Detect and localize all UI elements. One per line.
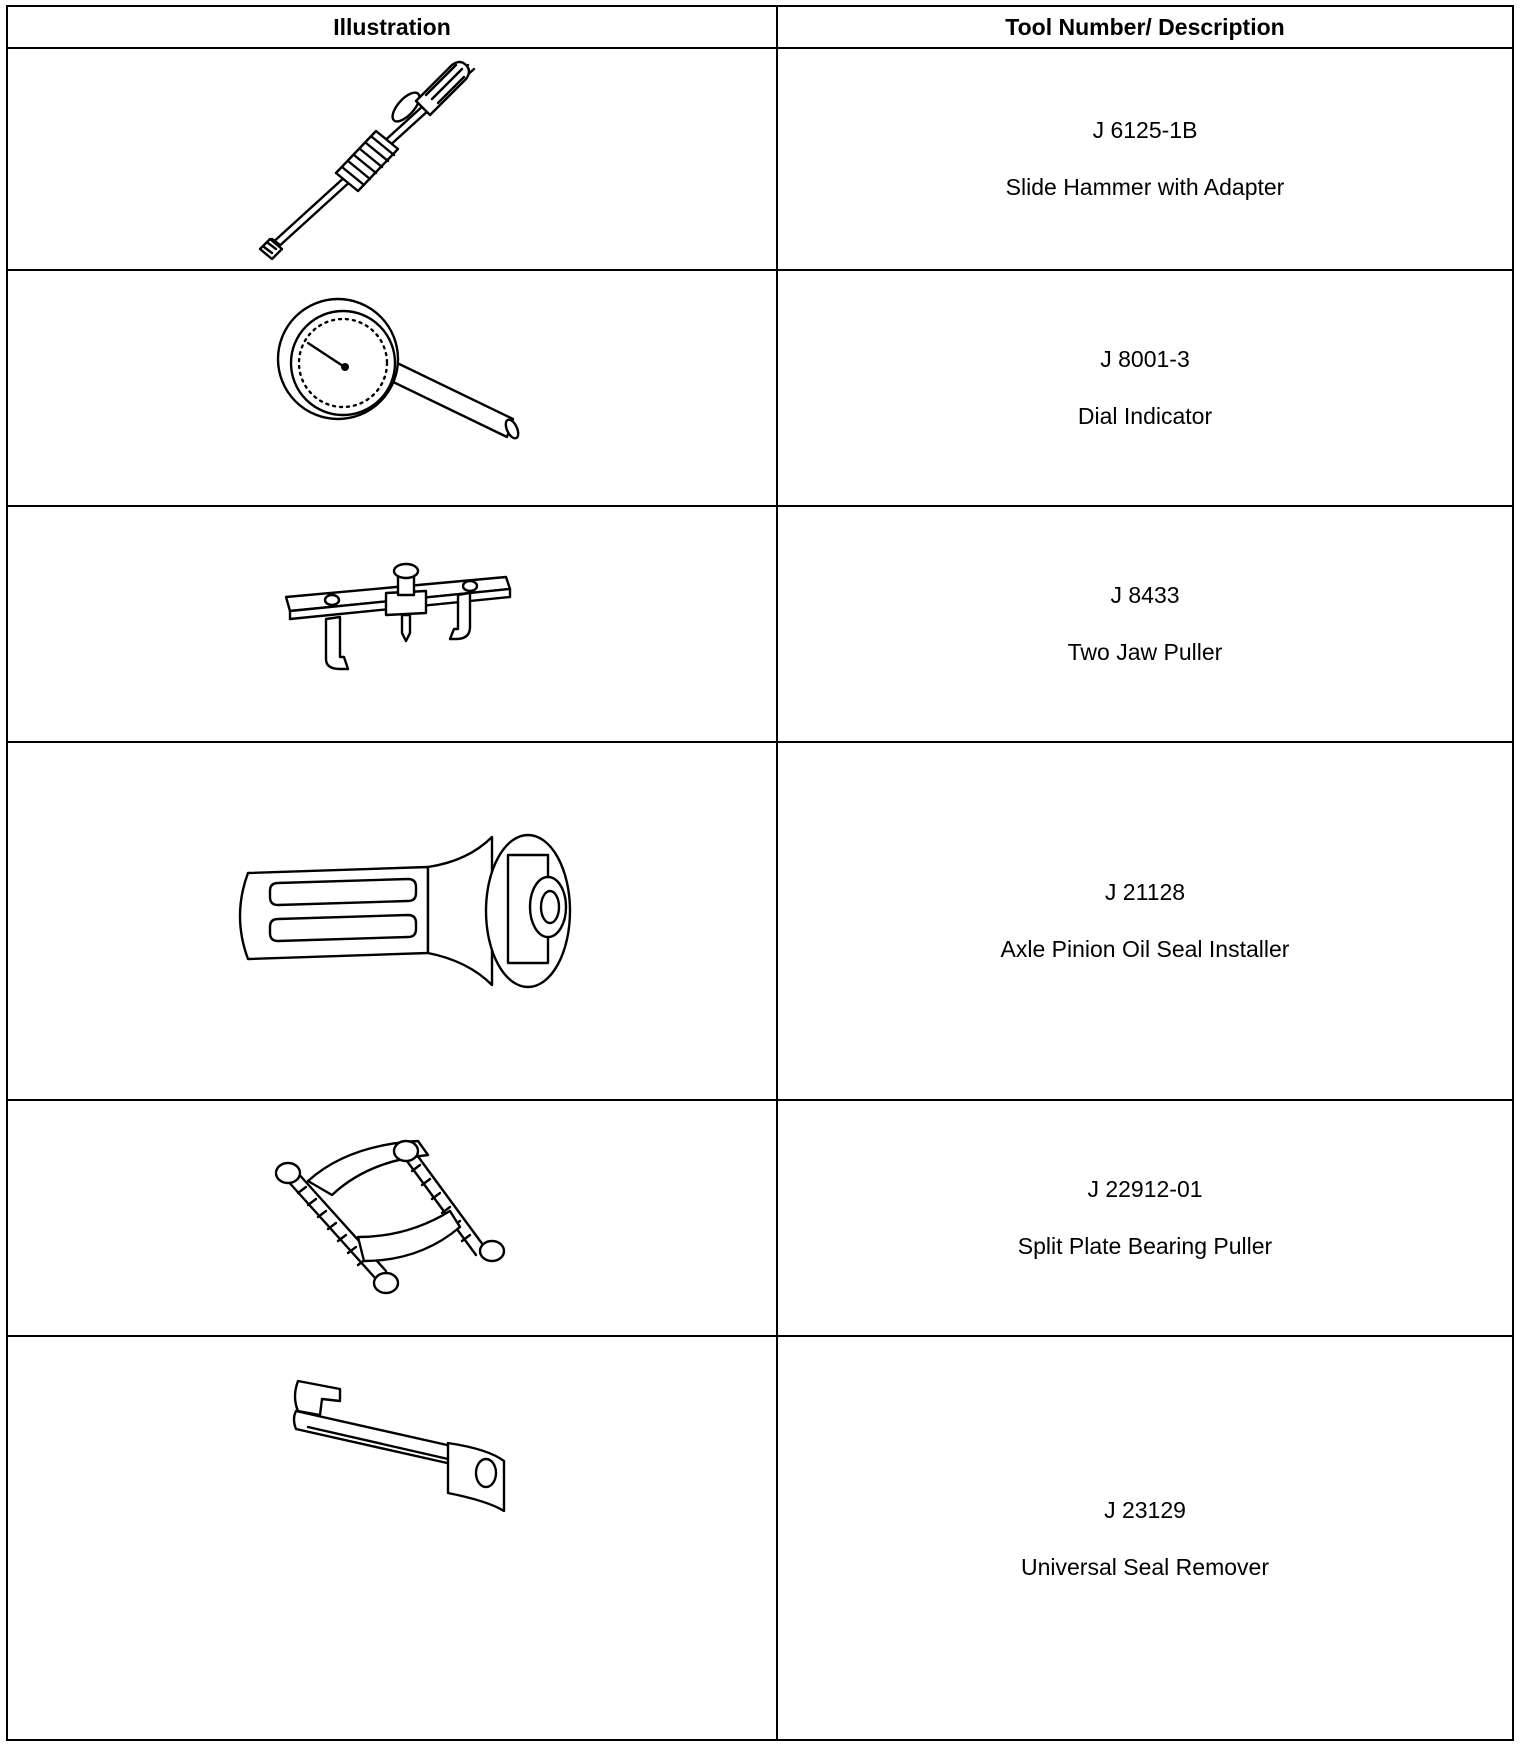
split-plate-puller-icon: [8, 1101, 776, 1335]
table-row: [8, 741, 1512, 1099]
two-jaw-puller-icon: [8, 507, 776, 741]
table-header: [8, 7, 1512, 49]
tool-description: Slide Hammer with Adapter: [1005, 174, 1285, 200]
tool-description: Dial Indicator: [1077, 403, 1213, 429]
special-tools-table: [6, 5, 1514, 1741]
tool-number: J 8001-3: [1100, 346, 1190, 372]
header-illustration: Illustration: [333, 14, 451, 40]
table-row: [8, 505, 1512, 741]
table-row: [8, 49, 1512, 269]
tool-number: J 8433: [1110, 582, 1180, 608]
dial-indicator-icon: [8, 271, 776, 505]
table-row: [8, 269, 1512, 505]
slide-hammer-icon: [8, 49, 776, 269]
tool-number: J 6125-1B: [1092, 117, 1198, 143]
tool-description: Split Plate Bearing Puller: [1017, 1233, 1273, 1259]
table-row: [8, 1335, 1512, 1741]
tool-description: Axle Pinion Oil Seal Installer: [1000, 936, 1290, 962]
table-row: [8, 1099, 1512, 1335]
tool-number: J 22912-01: [1087, 1176, 1203, 1202]
header-tool-description: Tool Number/ Description: [1005, 14, 1285, 40]
tool-description: Two Jaw Puller: [1067, 639, 1223, 665]
tool-number: J 23129: [1104, 1497, 1186, 1523]
seal-installer-icon: [8, 743, 776, 1099]
tool-number: J 21128: [1104, 879, 1186, 905]
seal-remover-icon: [8, 1337, 776, 1741]
tool-description: Universal Seal Remover: [1021, 1554, 1269, 1580]
